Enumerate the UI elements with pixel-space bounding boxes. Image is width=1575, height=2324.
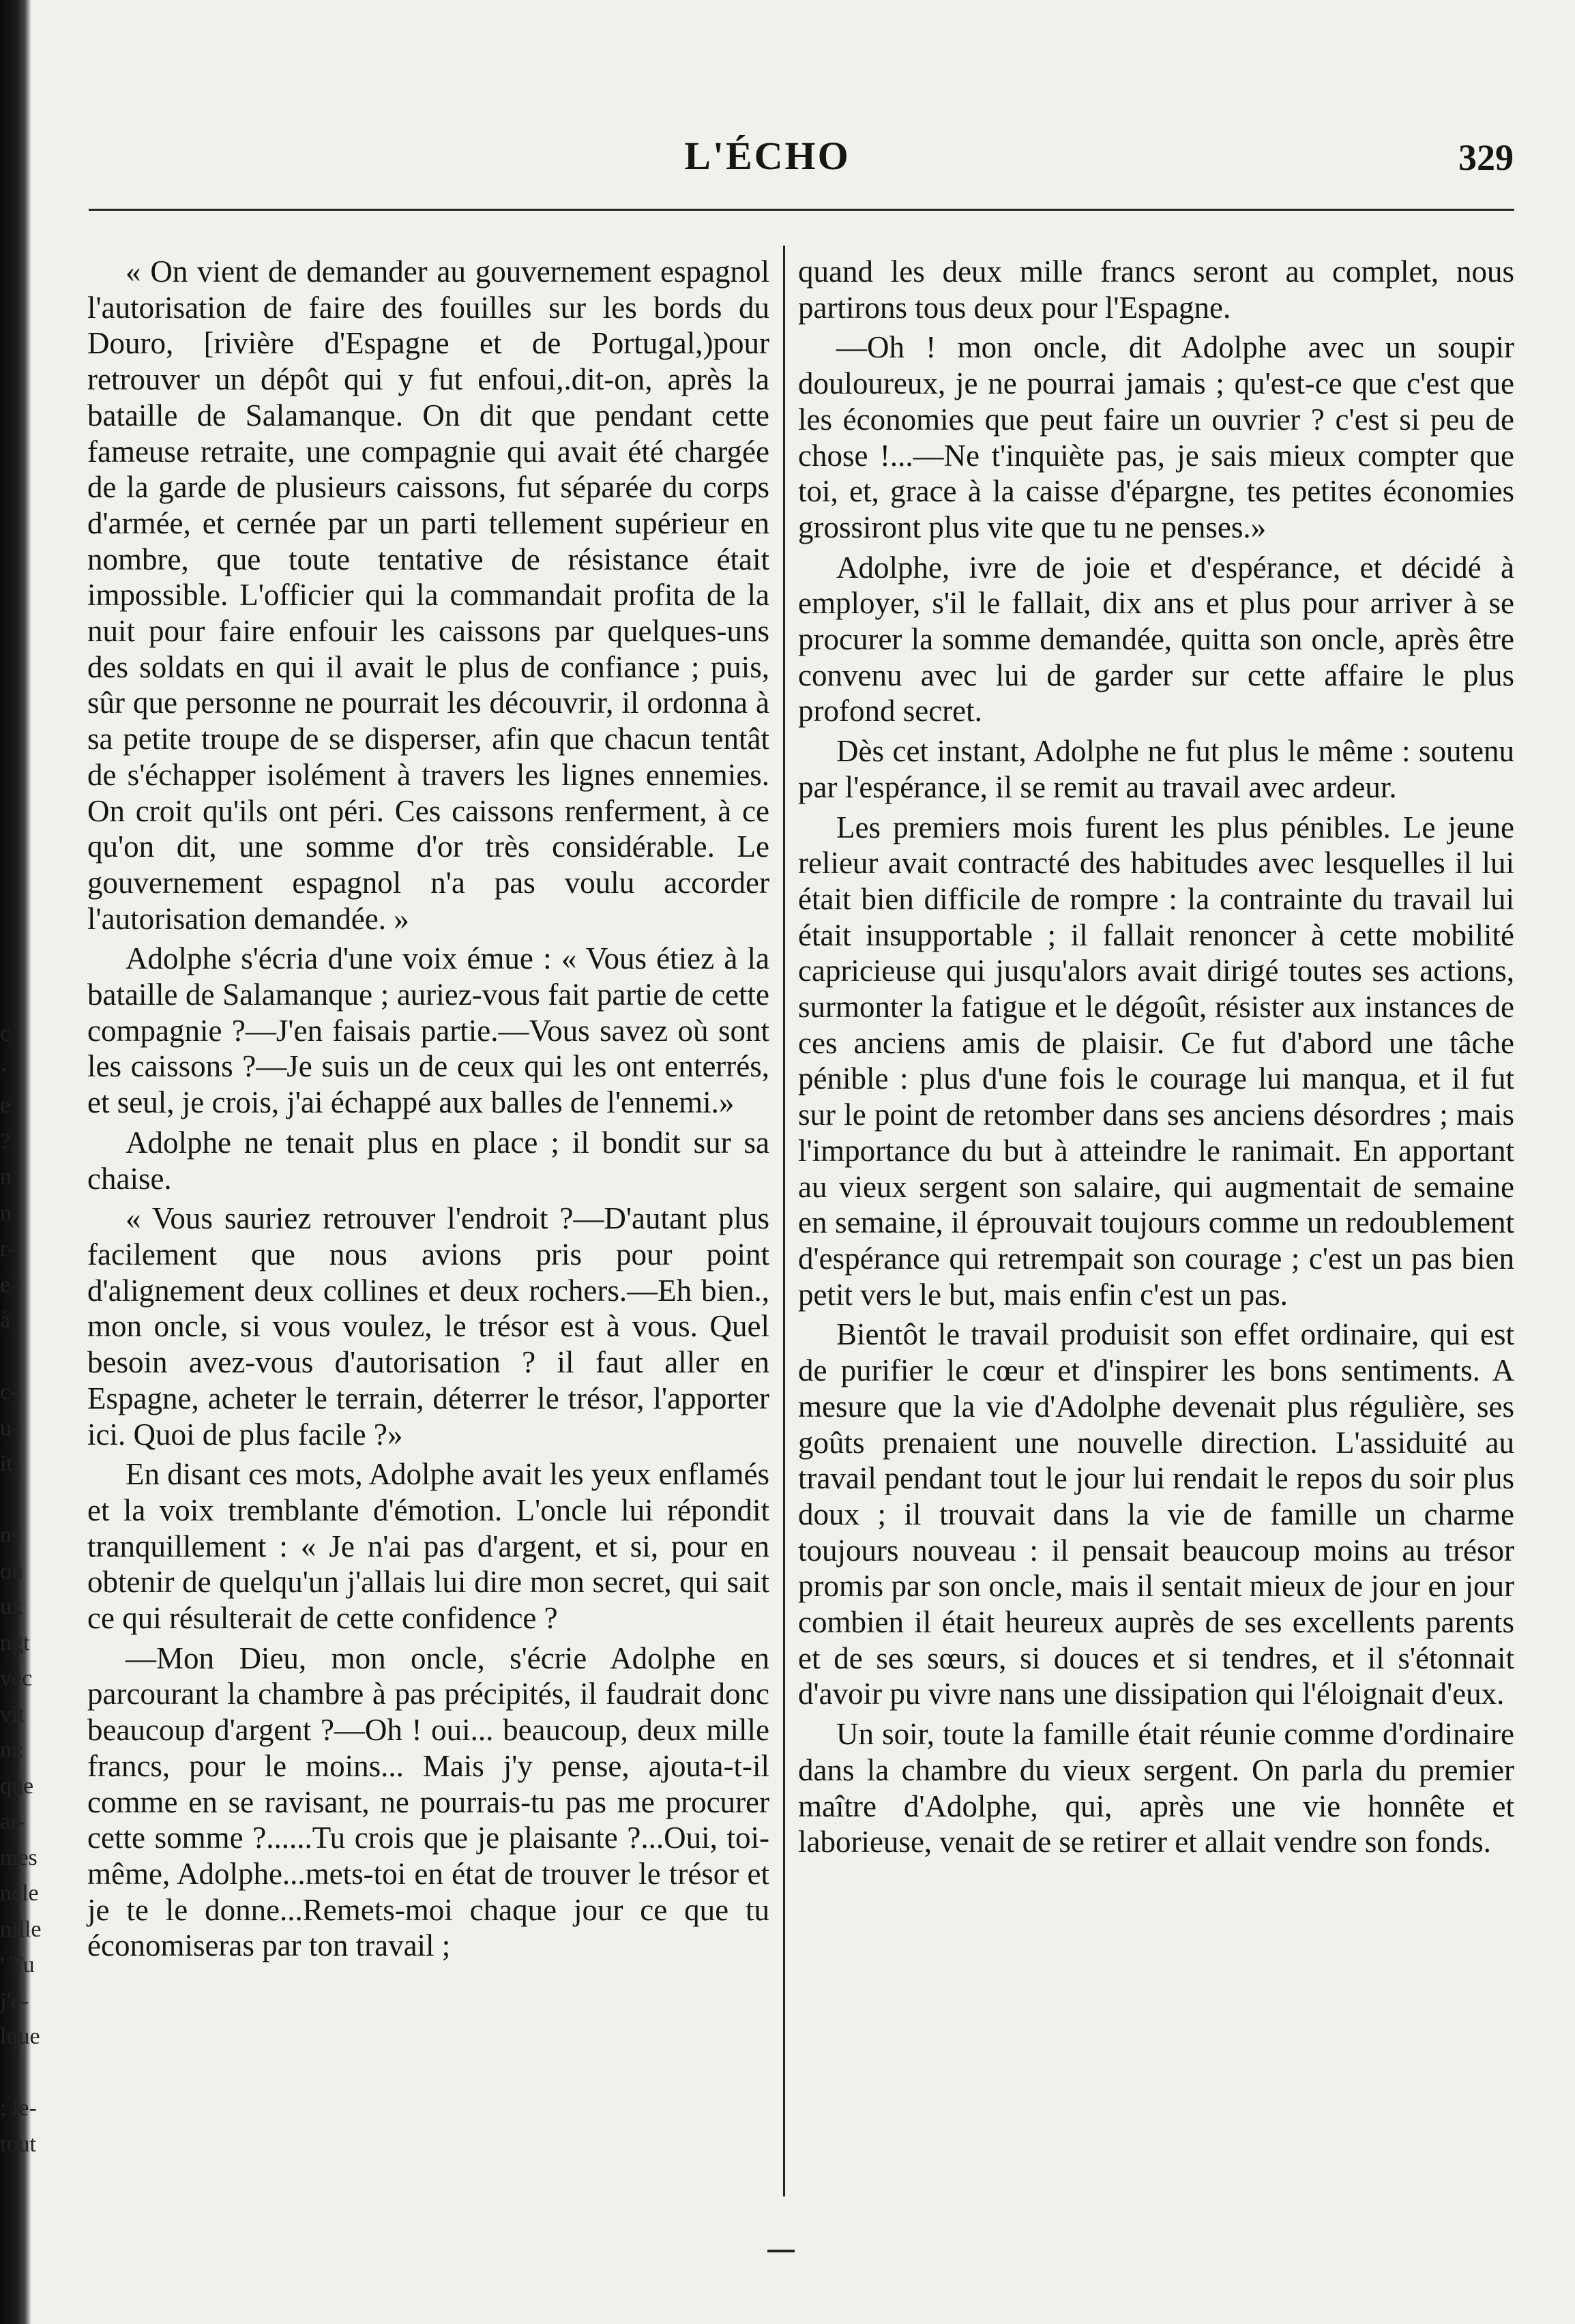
paragraph: En disant ces mots, Adolphe avait les yeux enflamés et la voix tremblante d'émotion. L'oncle lui répondit tranquillement : « Je n'ai pas d'argent, et si, pour en obtenir de quelqu'un j'allais lui dire mon secret, qui sait ce qui résulterait de cette confidence ? [87,1457,769,1636]
margin-fragment [0,1482,48,1518]
paragraph: « On vient de demander au gouvernement espagnol l'autorisation de faire des fouilles sur les bords du Douro, [rivière d'Espagne et de Portugal,)pour retrouver un dépôt qui y fut enfoui,.dit-on, après la bataille de Salamanque. On dit que pendant cette fameuse retraite, une compagnie qui avait été chargée de la garde de plusieurs caissons, fut séparée du corps d'armée, et cernée par un parti tellement supérieur en nombre, que toute tentative de résistance était impossible. L'officier qui la commandait profita de la nuit pour faire enfouir les caissons par quelques-uns des soldats en qui il avait le plus de confiance ; puis, sûr que personne ne pourrait les découvrir, il ordonna à sa petite troupe de se disperser, afin que chacun tentât de s'échapper isolément à travers les lignes ennemies. On croit qu'ils ont péri. Ces caissons renferment, à ce qu'on dit, une somme d'or très considérable. Le gouvernement espagnol n'a pas voulu accorder l'autorisation demandée. » [87,254,769,936]
margin-fragment: e [0,1093,11,1118]
margin-fragment: e- [0,1271,18,1297]
margin-fragment: ' Tu [0,1952,35,1977]
paragraph: « Vous sauriez retrouver l'endroit ?—D'autant plus facilement que nous avions pris pour point d'alignement deux collines et deux rochers.—Eh bien., mon oncle, si vous voulez, le trésor est à vous. Quel besoin avez-vous d'autorisation ? il faut aller en Espagne, acheter le terrain, déterrer le trésor, l'apporter ici. Quoi de plus facile ?» [87,1201,769,1452]
margin-fragment: on [0,1558,23,1584]
paragraph: Bientôt le travail produisit son effet ordinaire, qui est de purifier le cœur et d'inspirer les bons sentiments. A mesure que la vie d'Adolphe devenait plus régulière, ses goûts prenaient une nouvelle direction. L'assiduité au travail pendant tout le jour lui rendait le repos du soir plus doux ; il trouvait dans la vie de famille un charme toujours nouveau : il pensait beaucoup moins au trésor promis par son oncle, mais il sentait mieux de jour en jour combien il était heureux auprès de ses excellents parents et de ses sœurs, si douces et si tendres, et il s'étonnait d'avoir pu vivre nans une dissipation qui l'éloignait d'eux. [798,1317,1514,1711]
margin-fragment: n [0,1200,12,1226]
facing-page-margin-fragments [0,1016,48,2162]
paragraph: —Oh ! mon oncle, dit Adolphe avec un soupir douloureux, je ne pourrai jamais ; qu'est-ce que c'est que les économies que peut faire un ouvrier ? c'est si peu de chose !...—Ne t'inquiète pas, je sais mieux compter que toi, et, grace à la caisse d'épargne, tes petites économies grossiront plus vite que tu ne penses.» [798,330,1514,544]
margin-fragment: j'é- [0,1988,29,2014]
margin-fragment: nille [0,1916,42,1942]
paragraph: Adolphe, ivre de joie et d'espérance, et décidé à employer, s'il le fallait, dix ans et plus pour arriver à se procurer la somme demandée, quitta son oncle, après être convenu avec lui de garder sur cette affaire le plus profond secret. [798,550,1514,729]
margin-fragment: tout [0,2131,36,2157]
margin-fragment: ar- [0,1809,26,1834]
paragraph: Dès cet instant, Adolphe ne fut plus le même : soutenu par l'espérance, il se remit au travail avec ardeur. [798,734,1514,804]
margin-fragment: nt: [0,1737,25,1763]
margin-fragment: mes [0,1844,38,1870]
header-rule [89,209,1514,211]
margin-fragment: vec [0,1666,33,1691]
running-header: L'ÉCHO [684,134,851,178]
page-number: 329 [1458,137,1514,178]
column-divider [783,246,785,2196]
margin-fragment [0,1339,48,1375]
paragraph: Les premiers mois furent les plus pénibles. Le jeune relieur avait contracté des habitudes avec lesquelles il lui était bien difficile de rompre : la contrainte du travail lui était insupportable ; il fallait renoncer à cette mobilité capricieuse qui jusqu'alors avait dirigé toutes ses actions, surmonter la fatigue et le dégoût, résister aux instances de ces anciens amis de plaisir. Ce fut d'abord une tâche pénible : plus d'une fois le courage lui manqua, et il fut sur le point de retomber dans ses anciens désordres ; mais l'importance du but à atteindre le ranimait. En apportant au vieux sergent son salaire, qui augmentait de semaine en semaine, il éprouvait toujours comme un redoublement d'espérance qui retrempait son courage ; c'est un pas bien petit vers le but, mais enfin c'est un pas. [798,810,1514,1312]
margin-fragment: ncle [0,1881,39,1906]
margin-fragment: · [0,1057,8,1083]
margin-fragment: c- [0,1379,18,1404]
margin-fragment: à [0,1308,11,1333]
margin-fragment: lque [0,2024,40,2049]
margin-fragment [0,2055,48,2091]
margin-fragment: ngt [0,1630,30,1656]
right-column [798,254,1514,1864]
paragraph: Adolphe ne tenait plus en place ; il bondit sur sa chaise. [87,1125,769,1196]
paragraph: quand les deux mille francs seront au complet, nous partirons tous deux pour l'Espagne. [798,254,1514,325]
margin-fragment: it, [0,1451,19,1476]
margin-fragment: u- [0,1415,20,1441]
margin-fragment: que [0,1773,34,1799]
margin-fragment: ; le- [0,2095,37,2121]
margin-fragment: ? [0,1128,11,1154]
margin-fragment: c [0,1021,11,1046]
bottom-mark [767,2250,795,2252]
paragraph: —Mon Dieu, mon oncle, s'écrie Adolphe en parcourant la chambre à pas précipités, il faudrait donc beaucoup d'argent ?—Oh ! oui... beaucoup, deux mille francs, pour le moins... Mais j'y pense, ajouta-t-il comme en se ravisant, ne pourrais-tu pas me procurer cette somme ?......Tu crois que je plaisante ?...Oui, toi-même, Adolphe...mets-toi en état de trouver le trésor et je te le donne...Remets-moi chaque jour ce que tu économiseras par ton travail ; [87,1641,769,1963]
margin-fragment: ux [0,1594,23,1619]
paragraph: Un soir, toute la famille était réunie comme d'ordinaire dans la chambre du vieux sergent. On parla du premier maître d'Adolphe, qui, après une vie honnête et laborieuse, venait de se retirer et allait vendre son fonds. [798,1717,1514,1859]
margin-fragment: r- [0,1236,15,1261]
left-column [87,254,769,1968]
paragraph: Adolphe s'écria d'une voix émue : « Vous étiez à la bataille de Salamanque ; auriez-vous fait partie de cette compagnie ?—J'en faisais partie.—Vous savez où sont les caissons ?—Je suis un de ceux qui les ont enterrés, et seul, je crois, j'ai échappé aux balles de l'ennemi.» [87,941,769,1120]
margin-fragment: vit [0,1701,25,1727]
margin-fragment: n [0,1164,12,1190]
margin-fragment: ns [0,1523,21,1548]
